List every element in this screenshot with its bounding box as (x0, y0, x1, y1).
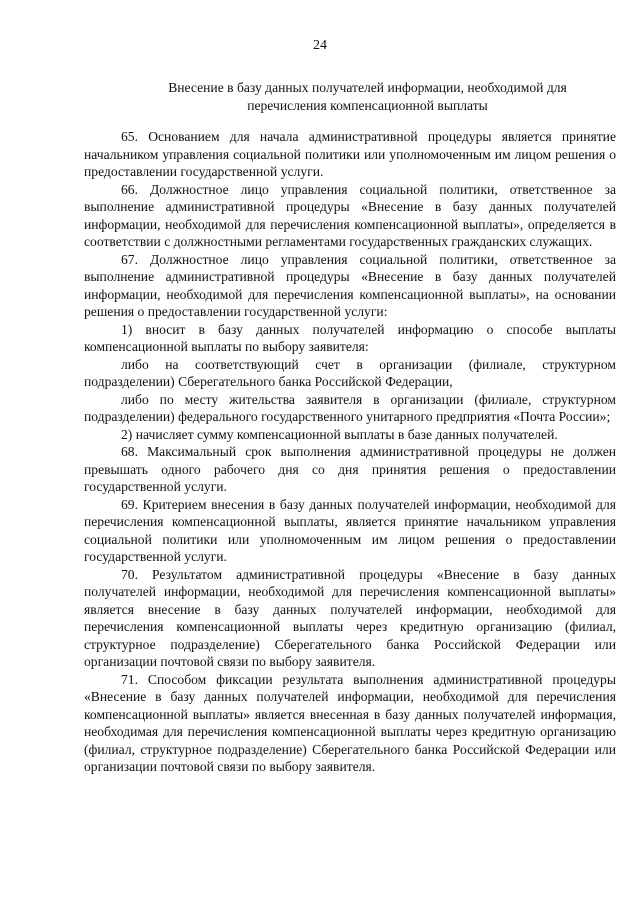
paragraph-67-item-2: 2) начисляет сумму компенсационной выплаты в базе данных получателей. (121, 426, 558, 442)
paragraph-70: 70. Результатом административной процедуры «Внесение в базу данных получателей информации, необходимой для перечисления компенсационной выплаты» является внесение в базу данных получателей информации, необходимой для перечисления компенсационной выплаты через кредитную организацию (филиал, структурное подразделение) Сберегательного банка Российской Федерации или организации почтовой связи по выбору заявителя. (84, 566, 616, 669)
paragraph-67-item-1: 1) вносит в базу данных получателей информацию о способе выплаты компенсационной выплаты по выбору заявителя: (84, 321, 616, 354)
paragraph-71: 71. Способом фиксации результата выполнения административной процедуры «Внесение в базу данных получателей информации, необходимой для перечисления компенсационной выплаты» является внесенная в базу данных получателей информация, необходимая для перечисления компенсационной выплаты через кредитную организацию (филиал, структурное подразделение) Сберегательного банка Российской Федерации или организации почтовой связи по выбору заявителя. (84, 671, 616, 774)
paragraph-69: 69. Критерием внесения в базу данных получателей информации, необходимой для перечисления компенсационной выплаты, является принятие начальником управления социальной политики или уполномоченным им лицом решения о предоставлении государственной услуги. (84, 496, 616, 564)
paragraph-66: 66. Должностное лицо управления социальной политики, ответственное за выполнение административной процедуры «Внесение в базу данных получателей информации, необходимой для перечисления компенсационной выплаты», определяется в соответствии с должностными регламентами государственных гражданских служащих. (84, 181, 616, 249)
document-body (84, 128, 616, 776)
paragraph-65: 65. Основанием для начала административной процедуры является принятие начальником управления социальной политики или уполномоченным им лицом решения о предоставлении государственной услуги. (84, 129, 616, 179)
page-number: 24 (313, 38, 327, 53)
paragraph-67-option-post: либо по месту жительства заявителя в организации (филиале, структурном подразделении) федерального государственного унитарного предприятия «Почта России»; (84, 391, 616, 424)
section-heading: Внесение в базу данных получателей информации, необходимой для перечисления компенсационной выплаты (168, 80, 567, 113)
paragraph-67: 67. Должностное лицо управления социальной политики, ответственное за выполнение административной процедуры «Внесение в базу данных получателей информации, необходимой для перечисления компенсационной выплаты», на основании решения о предоставлении государственной услуги: (84, 251, 616, 319)
paragraph-68: 68. Максимальный срок выполнения административной процедуры не должен превышать одного рабочего дня со дня принятия решения о предоставлении государственной услуги. (84, 444, 616, 494)
paragraph-67-option-bank: либо на соответствующий счет в организации (филиале, структурном подразделении) Сберегательного банка Российской Федерации, (84, 356, 616, 389)
